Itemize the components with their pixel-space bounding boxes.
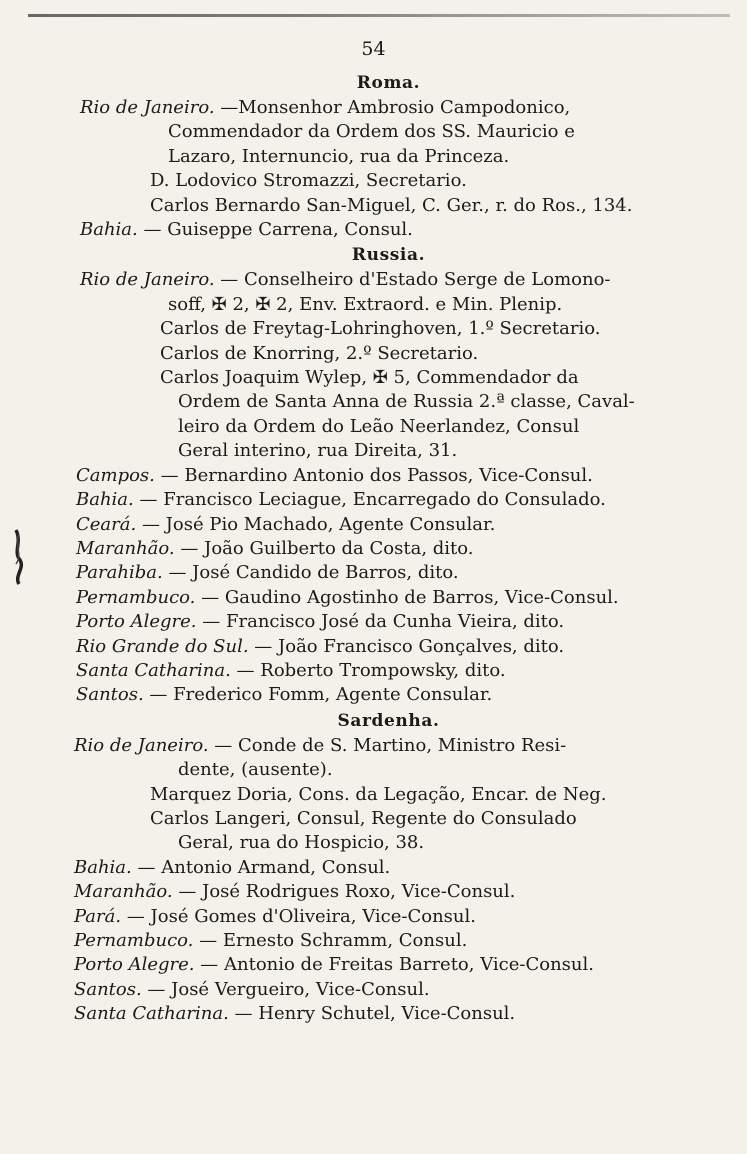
place-name: Parahiba. xyxy=(76,562,163,584)
entry-line xyxy=(0,905,747,929)
entry-line xyxy=(0,610,747,634)
entry-text: Carlos Bernardo San-Miguel, C. Ger., r. do Ros., 134. xyxy=(150,194,633,216)
place-name: Rio de Janeiro. xyxy=(80,97,215,118)
section-heading: Russia. xyxy=(351,245,426,266)
place-name: Ceará. xyxy=(76,513,137,535)
entry-line xyxy=(0,758,747,782)
entry-line xyxy=(0,169,747,193)
entry-line xyxy=(0,194,747,218)
entry-text: — José Gomes d'Oliveira, Vice-Consul. xyxy=(126,905,476,927)
entry-text: — Conde de S. Martino, Ministro Resi- xyxy=(214,734,567,756)
place-name: Maranhão. xyxy=(76,537,175,559)
entry-line xyxy=(0,390,747,414)
place-name: Santos. xyxy=(76,684,144,706)
place-name: Rio de Janeiro. xyxy=(80,269,215,291)
entry-text: — Gaudino Agostinho de Barros, Vice-Consul. xyxy=(201,586,619,608)
entry-text: — Francisco Leciague, Encarregado do Consulado. xyxy=(139,489,606,511)
entry-text: — Guiseppe Carrena, Consul. xyxy=(143,219,413,241)
place-name: Maranhão. xyxy=(74,881,173,903)
section-heading: Sardenha. xyxy=(337,710,440,731)
entry-line xyxy=(0,635,747,659)
entry-text: Geral interino, rua Direita, 31. xyxy=(178,440,458,462)
entry-text: — Bernardino Antonio dos Passos, Vice-Consul. xyxy=(160,464,593,486)
entry-line xyxy=(0,145,747,169)
entry-text: — Antonio de Freitas Barreto, Vice-Consul. xyxy=(200,954,594,976)
place-name: Pernambuco. xyxy=(76,586,196,608)
place-name: Campos. xyxy=(76,464,155,486)
entry-text: — Conselheiro d'Estado Serge de Lomono- xyxy=(220,269,611,291)
entry-text: Commendador da Ordem dos SS. Mauricio e xyxy=(168,121,575,143)
entry-text: — José Rodrigues Roxo, Vice-Consul. xyxy=(178,881,516,903)
entry-line xyxy=(0,1002,747,1026)
entry-line xyxy=(0,439,747,463)
entry-line xyxy=(0,586,747,610)
place-name: Rio de Janeiro. xyxy=(74,734,209,756)
page-body xyxy=(0,70,747,1027)
place-name: Pará. xyxy=(74,905,122,927)
entry-line xyxy=(0,953,747,977)
entry-line xyxy=(0,683,747,707)
place-name: Pernambuco. xyxy=(74,930,194,951)
place-name: Bahia. xyxy=(76,489,134,511)
entry-line xyxy=(0,807,747,831)
entry-line xyxy=(0,929,747,953)
entry-text: — Ernesto Schramm, Consul. xyxy=(199,930,468,951)
entry-line xyxy=(0,464,747,488)
entry-text: — Henry Schutel, Vice-Consul. xyxy=(234,1003,516,1025)
section-heading: Roma. xyxy=(356,73,421,93)
entry-text: — Francisco José da Cunha Vieira, dito. xyxy=(202,611,565,633)
entry-line xyxy=(0,537,747,561)
entry-line xyxy=(0,120,747,144)
entry-line xyxy=(0,218,747,242)
entry-line xyxy=(0,513,747,537)
entry-text: — João Francisco Gonçalves, dito. xyxy=(254,635,565,657)
entry-text: Carlos de Freytag-Lohringhoven, 1.º Secretario. xyxy=(160,318,601,340)
entry-text: —Monsenhor Ambrosio Campodonico, xyxy=(220,97,571,118)
entry-text: Carlos Joaquim Wylep, ✠ 5, Commendador da xyxy=(160,367,579,389)
entry-line xyxy=(0,488,747,512)
entry-line xyxy=(0,317,747,341)
entry-text: — João Guilberto da Costa, dito. xyxy=(180,537,474,559)
entry-line xyxy=(0,96,747,120)
entry-line xyxy=(0,561,747,585)
entry-text: D. Lodovico Stromazzi, Secretario. xyxy=(150,170,467,192)
entry-text: — José Pio Machado, Agente Consular. xyxy=(141,513,496,535)
entry-text: leiro da Ordem do Leão Neerlandez, Consul xyxy=(178,415,580,437)
place-name: Bahia. xyxy=(74,856,132,878)
entry-text: — José Vergueiro, Vice-Consul. xyxy=(147,978,430,1000)
entry-line xyxy=(0,659,747,683)
entry-line xyxy=(0,734,747,758)
entry-line xyxy=(0,366,747,390)
entry-text: Carlos de Knorring, 2.º Secretario. xyxy=(160,342,479,364)
place-name: Porto Alegre. xyxy=(74,954,195,976)
entry-line xyxy=(0,831,747,855)
place-name: Santa Catharina. xyxy=(74,1003,229,1025)
place-name: Bahia. xyxy=(80,219,138,241)
place-name: Santa Catharina. xyxy=(76,659,231,681)
entry-text: — Frederico Fomm, Agente Consular. xyxy=(149,684,493,706)
entry-text: — Antonio Armand, Consul. xyxy=(137,856,391,878)
place-name: Santos. xyxy=(74,978,142,1000)
entry-text: Ordem de Santa Anna de Russia 2.ª classe, Caval- xyxy=(178,391,635,413)
entry-text: dente, (ausente). xyxy=(178,759,333,781)
entry-text: Carlos Langeri, Consul, Regente do Consulado xyxy=(150,807,577,829)
entry-line xyxy=(0,342,747,366)
entry-text: Marquez Doria, Cons. da Legação, Encar. de Neg. xyxy=(150,783,607,805)
place-name: Rio Grande do Sul. xyxy=(76,635,249,657)
entry-text: — José Candido de Barros, dito. xyxy=(168,562,459,584)
entry-line xyxy=(0,856,747,880)
entry-line xyxy=(0,880,747,904)
page-number: 54 xyxy=(361,38,386,60)
entry-line xyxy=(0,293,747,317)
top-rule xyxy=(28,14,730,17)
place-name: Porto Alegre. xyxy=(76,611,197,633)
entry-line xyxy=(0,268,747,292)
entry-line xyxy=(0,415,747,439)
entry-line xyxy=(0,978,747,1002)
entry-text: soff, ✠ 2, ✠ 2, Env. Extraord. e Min. Plenip. xyxy=(168,293,563,315)
entry-text: Geral, rua do Hospicio, 38. xyxy=(178,832,425,854)
entry-line xyxy=(0,783,747,807)
entry-text: Lazaro, Internuncio, rua da Princeza. xyxy=(168,145,510,167)
entry-text: — Roberto Trompowsky, dito. xyxy=(236,659,506,681)
